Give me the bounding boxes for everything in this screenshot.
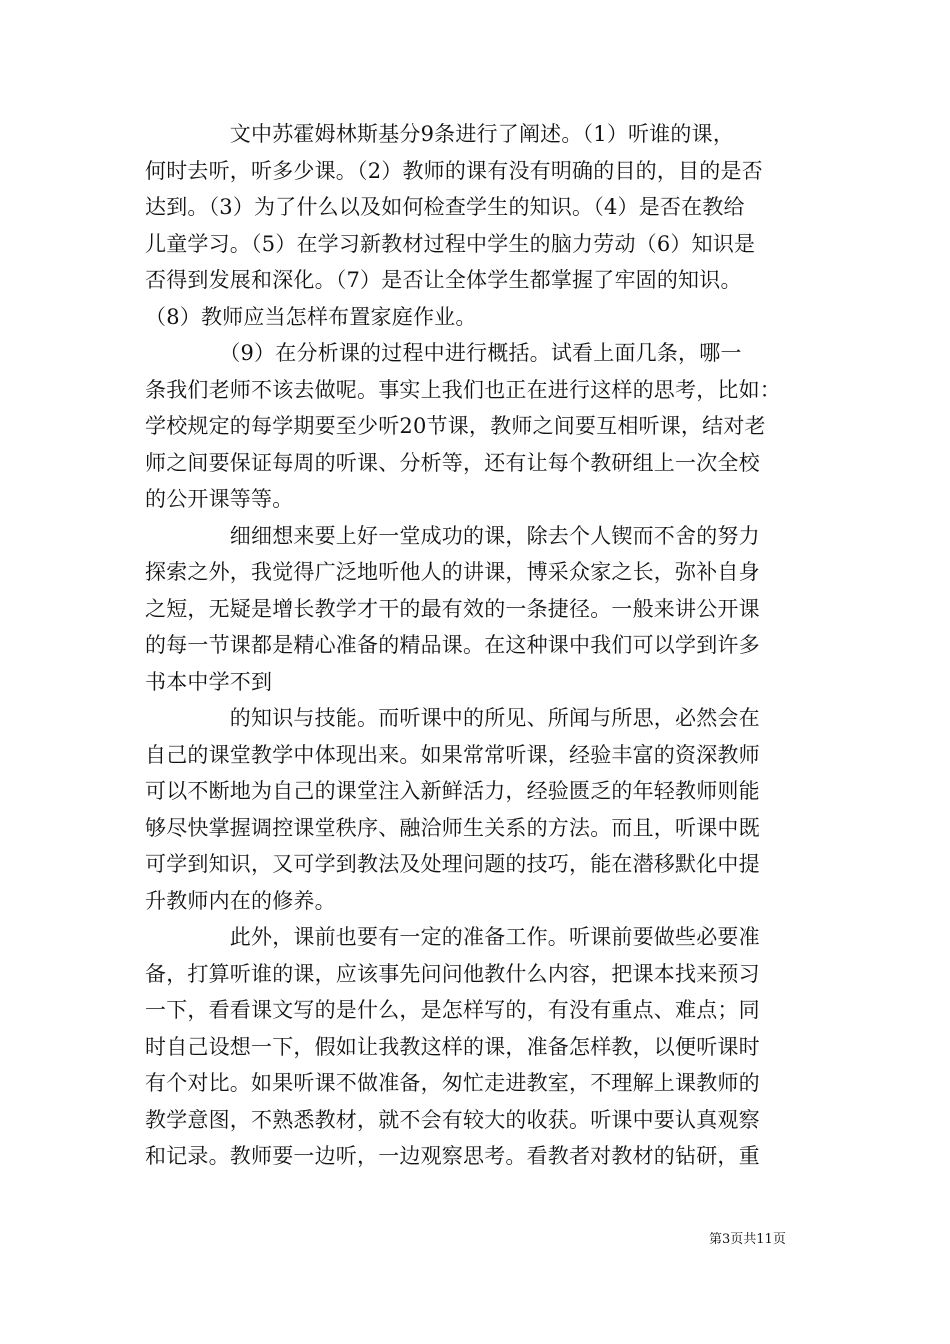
body-text xyxy=(145,116,805,1175)
text-line: 否得到发展和深化。（7）是否让全体学生都掌握了牢固的知识。 xyxy=(145,268,742,292)
text-line: 升教师内在的修养。 xyxy=(145,888,336,913)
text-line: 书本中学不到 xyxy=(145,669,273,694)
text-line: 可以不断地为自己的课堂注入新鲜活力，经验匮乏的年轻教师则能 xyxy=(145,779,760,803)
text-line: 何时去听，听多少课。（2）教师的课有没有明确的目的，目的是否 xyxy=(145,158,763,183)
text-line: （8）教师应当怎样布置家庭作业。 xyxy=(145,304,477,329)
text-line: 条我们老师不该去做呢。事实上我们也正在进行这样的思考，比如： xyxy=(145,377,781,402)
text-line: 够尽快掌握调控课堂秩序、融洽师生关系的方法。而且，听课中既 xyxy=(145,815,760,840)
text-line: 的公开课等等。 xyxy=(145,487,294,511)
text-line: 一下，看看课文写的是什么，是怎样写的，有没有重点、难点；同 xyxy=(145,998,760,1022)
text-line: 达到。（3）为了什么以及如何检查学生的知识。（4）是否在教给 xyxy=(145,195,745,219)
text-line: 和记录。教师要一边听，一边观察思考。看教者对教材的钻研，重 xyxy=(145,1144,760,1168)
text-line: 的知识与技能。而听课中的所见、所闻与所思，必然会在 xyxy=(145,706,760,730)
text-line: 儿童学习。（5）在学习新教材过程中学生的脑力劳动（6）知识是 xyxy=(145,231,756,256)
text-line: 备，打算听谁的课，应该事先问问他教什么内容，把课本找来预习 xyxy=(145,961,760,986)
text-line: 细细想来要上好一堂成功的课，除去个人锲而不舍的努力 xyxy=(145,523,760,548)
text-line: 可学到知识，又可学到教法及处理问题的技巧，能在潜移默化中提 xyxy=(145,852,760,876)
text-line: 教学意图，不熟悉教材，就不会有较大的收获。听课中要认真观察 xyxy=(145,1107,760,1132)
text-line: 师之间要保证每周的听课、分析等，还有让每个教研组上一次全校 xyxy=(145,450,760,475)
text-line: 的每一节课都是精心准备的精品课。在这种课中我们可以学到许多 xyxy=(145,633,760,657)
text-line: 学校规定的每学期要至少听20节课，教师之间要互相听课，结对老 xyxy=(145,414,766,438)
page-number-footer: 第3页共11页 xyxy=(709,1232,786,1247)
text-line: （9）在分析课的过程中进行概括。试看上面几条，哪一 xyxy=(145,341,742,365)
text-line: 之短，无疑是增长教学才干的最有效的一条捷径。一般来讲公开课 xyxy=(145,596,760,621)
text-line: 有个对比。如果听课不做准备，匆忙走进教室，不理解上课教师的 xyxy=(145,1071,760,1095)
text-line: 此外，课前也要有一定的准备工作。听课前要做些必要准 xyxy=(145,925,760,949)
text-line: 自己的课堂教学中体现出来。如果常常听课，经验丰富的资深教师 xyxy=(145,742,760,767)
text-line: 时自己设想一下，假如让我教这样的课，准备怎样教，以便听课时 xyxy=(145,1034,760,1059)
text-line: 探索之外，我觉得广泛地听他人的讲课，博采众家之长，弥补自身 xyxy=(145,560,760,584)
text-line: 文中苏霍姆林斯基分9条进行了阐述。（1）听谁的课， xyxy=(145,122,735,146)
